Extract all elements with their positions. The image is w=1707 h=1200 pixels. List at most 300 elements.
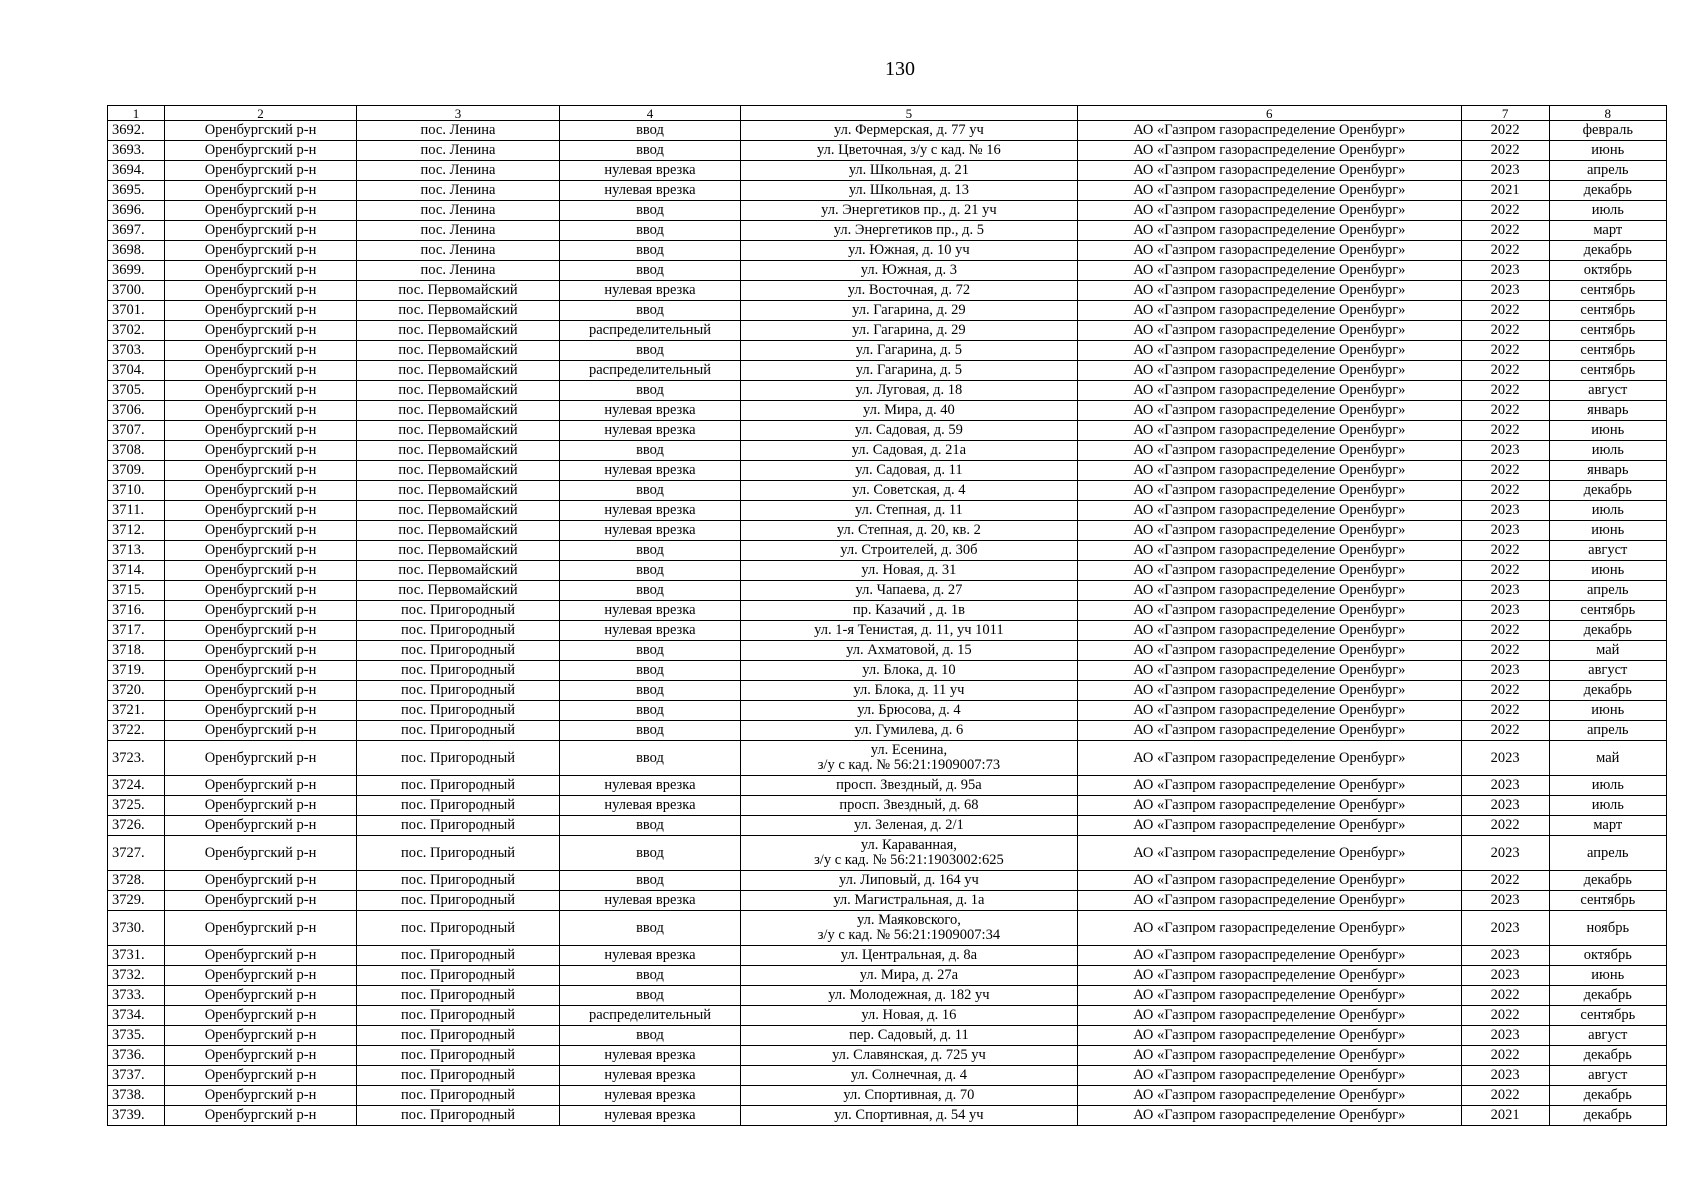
table-row [108,891,1667,911]
row-number-cell: 3716. [108,601,165,621]
year-cell: 2022 [1461,361,1549,381]
row-number-cell: 3735. [108,1026,165,1046]
row-number-cell: 3715. [108,581,165,601]
row-number-cell: 3728. [108,871,165,891]
month-cell: март [1549,221,1666,241]
row-number-cell: 3736. [108,1046,165,1066]
settlement-cell: пос. Первомайский [357,361,560,381]
connection-type-cell: нулевая врезка [559,621,740,641]
connection-type-cell: нулевая врезка [559,776,740,796]
settlement-cell: пос. Пригородный [357,1026,560,1046]
settlement-cell: пос. Ленина [357,181,560,201]
table-row [108,796,1667,816]
district-cell: Оренбургский р-н [165,221,357,241]
row-number-cell: 3733. [108,986,165,1006]
settlement-cell: пос. Первомайский [357,281,560,301]
settlement-cell: пос. Первомайский [357,521,560,541]
address-cell: ул. Блока, д. 11 уч [741,681,1078,701]
month-cell: декабрь [1549,181,1666,201]
month-cell: январь [1549,461,1666,481]
district-cell: Оренбургский р-н [165,601,357,621]
table-row [108,1046,1667,1066]
organization-cell: АО «Газпром газораспределение Оренбург» [1077,661,1461,681]
settlement-cell: пос. Пригородный [357,621,560,641]
connection-type-cell: нулевая врезка [559,521,740,541]
month-cell: июль [1549,441,1666,461]
month-cell: июль [1549,796,1666,816]
table-row [108,946,1667,966]
settlement-cell: пос. Первомайский [357,461,560,481]
year-cell: 2022 [1461,321,1549,341]
month-cell: декабрь [1549,681,1666,701]
organization-cell: АО «Газпром газораспределение Оренбург» [1077,481,1461,501]
gas-connection-table [107,105,1667,1126]
address-cell: ул. Чапаева, д. 27 [741,581,1078,601]
organization-cell: АО «Газпром газораспределение Оренбург» [1077,986,1461,1006]
address-cell: пр. Казачий , д. 1в [741,601,1078,621]
year-cell: 2023 [1461,261,1549,281]
month-cell: сентябрь [1549,341,1666,361]
district-cell: Оренбургский р-н [165,721,357,741]
district-cell: Оренбургский р-н [165,281,357,301]
year-cell: 2023 [1461,796,1549,816]
year-cell: 2022 [1461,381,1549,401]
row-number-cell: 3732. [108,966,165,986]
connection-type-cell: нулевая врезка [559,161,740,181]
address-cell: просп. Звездный, д. 95а [741,776,1078,796]
row-number-cell: 3722. [108,721,165,741]
table-row [108,181,1667,201]
year-cell: 2022 [1461,1006,1549,1026]
row-number-cell: 3710. [108,481,165,501]
table-row [108,381,1667,401]
connection-type-cell: ввод [559,836,740,871]
row-number-cell: 3701. [108,301,165,321]
settlement-cell: пос. Первомайский [357,301,560,321]
organization-cell: АО «Газпром газораспределение Оренбург» [1077,201,1461,221]
year-cell: 2022 [1461,121,1549,141]
settlement-cell: пос. Пригородный [357,1006,560,1026]
row-number-cell: 3724. [108,776,165,796]
organization-cell: АО «Газпром газораспределение Оренбург» [1077,621,1461,641]
table-row [108,1006,1667,1026]
organization-cell: АО «Газпром газораспределение Оренбург» [1077,241,1461,261]
connection-type-cell: ввод [559,816,740,836]
district-cell: Оренбургский р-н [165,966,357,986]
month-cell: апрель [1549,721,1666,741]
row-number-cell: 3721. [108,701,165,721]
connection-type-cell: нулевая врезка [559,946,740,966]
organization-cell: АО «Газпром газораспределение Оренбург» [1077,121,1461,141]
year-cell: 2022 [1461,401,1549,421]
year-cell: 2023 [1461,966,1549,986]
month-cell: сентябрь [1549,281,1666,301]
table-row [108,341,1667,361]
settlement-cell: пос. Первомайский [357,341,560,361]
address-cell: ул. Новая, д. 31 [741,561,1078,581]
table-row [108,441,1667,461]
month-cell: март [1549,816,1666,836]
connection-type-cell: нулевая врезка [559,401,740,421]
year-cell: 2023 [1461,891,1549,911]
month-cell: декабрь [1549,1086,1666,1106]
organization-cell: АО «Газпром газораспределение Оренбург» [1077,721,1461,741]
district-cell: Оренбургский р-н [165,121,357,141]
address-cell: ул. Советская, д. 4 [741,481,1078,501]
connection-type-cell: нулевая врезка [559,461,740,481]
settlement-cell: пос. Ленина [357,221,560,241]
settlement-cell: пос. Ленина [357,161,560,181]
page-number: 130 [885,58,915,80]
year-cell: 2023 [1461,741,1549,776]
connection-type-cell: нулевая врезка [559,796,740,816]
address-cell: ул. Магистральная, д. 1а [741,891,1078,911]
connection-type-cell: ввод [559,121,740,141]
connection-type-cell: нулевая врезка [559,501,740,521]
address-cell: ул. Гумилева, д. 6 [741,721,1078,741]
month-cell: декабрь [1549,621,1666,641]
settlement-cell: пос. Первомайский [357,321,560,341]
month-cell: апрель [1549,836,1666,871]
address-cell: ул. Школьная, д. 21 [741,161,1078,181]
organization-cell: АО «Газпром газораспределение Оренбург» [1077,561,1461,581]
settlement-cell: пос. Пригородный [357,1086,560,1106]
settlement-cell: пос. Пригородный [357,911,560,946]
address-cell: ул. Степная, д. 20, кв. 2 [741,521,1078,541]
row-number-cell: 3702. [108,321,165,341]
district-cell: Оренбургский р-н [165,541,357,561]
table-row [108,281,1667,301]
settlement-cell: пос. Пригородный [357,776,560,796]
district-cell: Оренбургский р-н [165,241,357,261]
district-cell: Оренбургский р-н [165,776,357,796]
row-number-cell: 3738. [108,1086,165,1106]
settlement-cell: пос. Пригородный [357,1046,560,1066]
district-cell: Оренбургский р-н [165,1086,357,1106]
district-cell: Оренбургский р-н [165,836,357,871]
connection-type-cell: ввод [559,966,740,986]
row-number-cell: 3707. [108,421,165,441]
district-cell: Оренбургский р-н [165,341,357,361]
connection-type-cell: ввод [559,201,740,221]
address-cell: ул. Спортивная, д. 54 уч [741,1106,1078,1126]
year-cell: 2022 [1461,221,1549,241]
settlement-cell: пос. Пригородный [357,946,560,966]
connection-type-cell: ввод [559,661,740,681]
year-cell: 2023 [1461,1026,1549,1046]
table-row [108,661,1667,681]
month-cell: апрель [1549,581,1666,601]
address-cell: ул. Брюсова, д. 4 [741,701,1078,721]
table-row [108,581,1667,601]
connection-type-cell: ввод [559,871,740,891]
year-cell: 2023 [1461,281,1549,301]
connection-type-cell: ввод [559,141,740,161]
organization-cell: АО «Газпром газораспределение Оренбург» [1077,461,1461,481]
address-cell: ул. Энергетиков пр., д. 5 [741,221,1078,241]
row-number-cell: 3697. [108,221,165,241]
connection-type-cell: нулевая врезка [559,1046,740,1066]
row-number-cell: 3720. [108,681,165,701]
address-cell: ул. Славянская, д. 725 уч [741,1046,1078,1066]
organization-cell: АО «Газпром газораспределение Оренбург» [1077,871,1461,891]
table-row [108,776,1667,796]
column-header: 7 [1461,106,1549,121]
month-cell: июнь [1549,521,1666,541]
organization-cell: АО «Газпром газораспределение Оренбург» [1077,816,1461,836]
table-row [108,121,1667,141]
table-row [108,221,1667,241]
settlement-cell: пос. Первомайский [357,581,560,601]
connection-type-cell: ввод [559,441,740,461]
connection-type-cell: ввод [559,241,740,261]
district-cell: Оренбургский р-н [165,701,357,721]
table-row [108,621,1667,641]
organization-cell: АО «Газпром газораспределение Оренбург» [1077,341,1461,361]
table-row [108,241,1667,261]
settlement-cell: пос. Пригородный [357,681,560,701]
address-cell: ул. Солнечная, д. 4 [741,1066,1078,1086]
connection-type-cell: ввод [559,1026,740,1046]
column-header: 5 [741,106,1078,121]
organization-cell: АО «Газпром газораспределение Оренбург» [1077,1086,1461,1106]
month-cell: август [1549,541,1666,561]
connection-type-cell: нулевая врезка [559,891,740,911]
settlement-cell: пос. Ленина [357,121,560,141]
connection-type-cell: ввод [559,481,740,501]
connection-type-cell: распределительный [559,361,740,381]
address-cell: ул. Южная, д. 10 уч [741,241,1078,261]
table-row [108,161,1667,181]
month-cell: декабрь [1549,481,1666,501]
organization-cell: АО «Газпром газораспределение Оренбург» [1077,681,1461,701]
organization-cell: АО «Газпром газораспределение Оренбург» [1077,141,1461,161]
connection-type-cell: ввод [559,301,740,321]
address-cell: ул. Блока, д. 10 [741,661,1078,681]
organization-cell: АО «Газпром газораспределение Оренбург» [1077,911,1461,946]
table-row [108,521,1667,541]
year-cell: 2022 [1461,201,1549,221]
table-body [108,106,1667,1126]
connection-type-cell: распределительный [559,1006,740,1026]
row-number-cell: 3739. [108,1106,165,1126]
address-cell: ул. Гагарина, д. 5 [741,361,1078,381]
year-cell: 2023 [1461,836,1549,871]
organization-cell: АО «Газпром газораспределение Оренбург» [1077,836,1461,871]
connection-type-cell: ввод [559,681,740,701]
connection-type-cell: нулевая врезка [559,181,740,201]
address-cell: ул. Центральная, д. 8а [741,946,1078,966]
row-number-cell: 3706. [108,401,165,421]
table-row [108,721,1667,741]
organization-cell: АО «Газпром газораспределение Оренбург» [1077,641,1461,661]
month-cell: сентябрь [1549,891,1666,911]
district-cell: Оренбургский р-н [165,1106,357,1126]
row-number-cell: 3725. [108,796,165,816]
settlement-cell: пос. Ленина [357,241,560,261]
connection-type-cell: ввод [559,741,740,776]
settlement-cell: пос. Пригородный [357,816,560,836]
row-number-cell: 3698. [108,241,165,261]
organization-cell: АО «Газпром газораспределение Оренбург» [1077,1006,1461,1026]
address-cell: ул. Южная, д. 3 [741,261,1078,281]
year-cell: 2022 [1461,816,1549,836]
table-row [108,871,1667,891]
settlement-cell: пос. Первомайский [357,501,560,521]
address-cell: ул. Гагарина, д. 29 [741,321,1078,341]
address-line: ул. Маяковского, [856,912,961,928]
month-cell: июнь [1549,421,1666,441]
year-cell: 2023 [1461,776,1549,796]
address-cell: ул. Ахматовой, д. 15 [741,641,1078,661]
year-cell: 2023 [1461,501,1549,521]
address-cell: просп. Звездный, д. 68 [741,796,1078,816]
year-cell: 2023 [1461,581,1549,601]
address-cell: ул. Мира, д. 40 [741,401,1078,421]
connection-type-cell: ввод [559,986,740,1006]
row-number-cell: 3694. [108,161,165,181]
month-cell: сентябрь [1549,1006,1666,1026]
connection-type-cell: ввод [559,581,740,601]
organization-cell: АО «Газпром газораспределение Оренбург» [1077,441,1461,461]
address-cell [741,911,1078,946]
row-number-cell: 3699. [108,261,165,281]
district-cell: Оренбургский р-н [165,741,357,776]
settlement-cell: пос. Пригородный [357,966,560,986]
district-cell: Оренбургский р-н [165,581,357,601]
organization-cell: АО «Газпром газораспределение Оренбург» [1077,1066,1461,1086]
table-row [108,741,1667,776]
month-cell: июль [1549,501,1666,521]
settlement-cell: пос. Первомайский [357,441,560,461]
table-row [108,641,1667,661]
table-row [108,966,1667,986]
connection-type-cell: ввод [559,701,740,721]
row-number-cell: 3709. [108,461,165,481]
address-cell: ул. Цветочная, з/у с кад. № 16 [741,141,1078,161]
organization-cell: АО «Газпром газораспределение Оренбург» [1077,521,1461,541]
row-number-cell: 3695. [108,181,165,201]
organization-cell: АО «Газпром газораспределение Оренбург» [1077,361,1461,381]
address-cell: ул. Мира, д. 27а [741,966,1078,986]
organization-cell: АО «Газпром газораспределение Оренбург» [1077,321,1461,341]
address-cell: ул. Садовая, д. 59 [741,421,1078,441]
table-row [108,911,1667,946]
month-cell: июль [1549,776,1666,796]
row-number-cell: 3696. [108,201,165,221]
organization-cell: АО «Газпром газораспределение Оренбург» [1077,776,1461,796]
month-cell: октябрь [1549,946,1666,966]
connection-type-cell: нулевая врезка [559,281,740,301]
column-header: 6 [1077,106,1461,121]
settlement-cell: пос. Пригородный [357,601,560,621]
year-cell: 2022 [1461,1086,1549,1106]
month-cell: июнь [1549,141,1666,161]
column-number-header-row [108,106,1667,121]
organization-cell: АО «Газпром газораспределение Оренбург» [1077,221,1461,241]
district-cell: Оренбургский р-н [165,621,357,641]
organization-cell: АО «Газпром газораспределение Оренбург» [1077,891,1461,911]
district-cell: Оренбургский р-н [165,661,357,681]
row-number-cell: 3734. [108,1006,165,1026]
district-cell: Оренбургский р-н [165,401,357,421]
organization-cell: АО «Газпром газораспределение Оренбург» [1077,541,1461,561]
settlement-cell: пос. Первомайский [357,381,560,401]
district-cell: Оренбургский р-н [165,381,357,401]
row-number-cell: 3727. [108,836,165,871]
row-number-cell: 3726. [108,816,165,836]
settlement-cell: пос. Первомайский [357,421,560,441]
settlement-cell: пос. Пригородный [357,891,560,911]
address-cell: ул. Степная, д. 11 [741,501,1078,521]
address-cell: ул. Молодежная, д. 182 уч [741,986,1078,1006]
year-cell: 2023 [1461,1066,1549,1086]
settlement-cell: пос. Пригородный [357,701,560,721]
district-cell: Оренбургский р-н [165,796,357,816]
row-number-cell: 3700. [108,281,165,301]
address-cell: пер. Садовый, д. 11 [741,1026,1078,1046]
settlement-cell: пос. Первомайский [357,401,560,421]
address-cell: ул. Восточная, д. 72 [741,281,1078,301]
month-cell: декабрь [1549,1046,1666,1066]
address-cell: ул. Садовая, д. 21а [741,441,1078,461]
month-cell: июнь [1549,966,1666,986]
year-cell: 2022 [1461,461,1549,481]
table-row [108,401,1667,421]
year-cell: 2022 [1461,561,1549,581]
organization-cell: АО «Газпром газораспределение Оренбург» [1077,161,1461,181]
district-cell: Оренбургский р-н [165,161,357,181]
table-row [108,836,1667,871]
month-cell: сентябрь [1549,321,1666,341]
settlement-cell: пос. Пригородный [357,986,560,1006]
month-cell: август [1549,661,1666,681]
year-cell: 2022 [1461,1046,1549,1066]
table-row [108,1026,1667,1046]
address-cell: ул. Новая, д. 16 [741,1006,1078,1026]
year-cell: 2023 [1461,911,1549,946]
district-cell: Оренбургский р-н [165,181,357,201]
organization-cell: АО «Газпром газораспределение Оренбург» [1077,581,1461,601]
organization-cell: АО «Газпром газораспределение Оренбург» [1077,1026,1461,1046]
settlement-cell: пос. Пригородный [357,1066,560,1086]
address-cell: ул. Гагарина, д. 5 [741,341,1078,361]
row-number-cell: 3693. [108,141,165,161]
connection-type-cell: ввод [559,221,740,241]
organization-cell: АО «Газпром газораспределение Оренбург» [1077,381,1461,401]
connection-type-cell: ввод [559,341,740,361]
settlement-cell: пос. Пригородный [357,836,560,871]
table-row [108,561,1667,581]
month-cell: декабрь [1549,986,1666,1006]
organization-cell: АО «Газпром газораспределение Оренбург» [1077,261,1461,281]
address-cell: ул. Липовый, д. 164 уч [741,871,1078,891]
address-cell: ул. Садовая, д. 11 [741,461,1078,481]
address-line: з/у с кад. № 56:21:1903002:625 [814,852,1004,868]
month-cell: декабрь [1549,241,1666,261]
year-cell: 2023 [1461,161,1549,181]
year-cell: 2022 [1461,681,1549,701]
month-cell: май [1549,641,1666,661]
row-number-cell: 3729. [108,891,165,911]
address-cell [741,741,1078,776]
year-cell: 2022 [1461,541,1549,561]
table-row [108,201,1667,221]
year-cell: 2022 [1461,241,1549,261]
district-cell: Оренбургский р-н [165,201,357,221]
year-cell: 2022 [1461,641,1549,661]
year-cell: 2022 [1461,701,1549,721]
